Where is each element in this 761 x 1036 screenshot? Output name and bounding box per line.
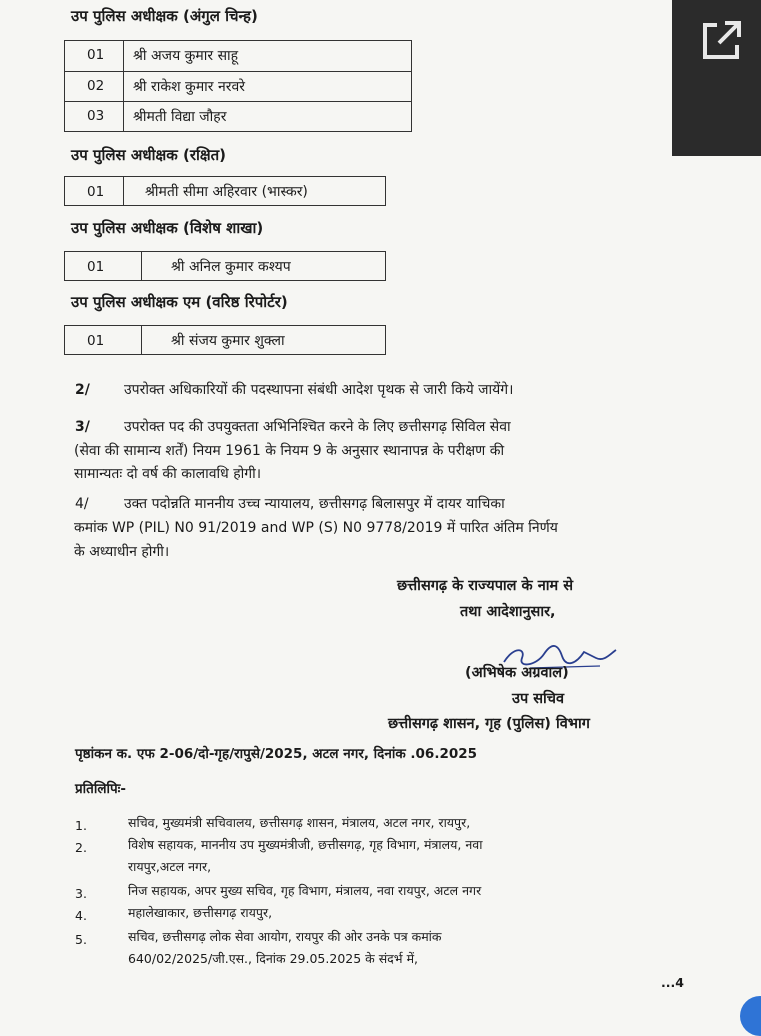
table-divider bbox=[141, 252, 142, 280]
paragraph-3-line: (सेवा की सामान्य शर्तें) नियम 1961 के नियम 9 के अनुसार स्थानापन्न के परीक्षण की bbox=[74, 443, 505, 459]
officer-name: श्री अजय कुमार साहू bbox=[133, 48, 239, 64]
external-link-icon[interactable] bbox=[697, 17, 745, 65]
authority-line: छत्तीसगढ़ के राज्यपाल के नाम से bbox=[397, 578, 574, 594]
section-heading-fingerprint: उप पुलिस अधीक्षक (अंगुल चिन्ह) bbox=[71, 7, 258, 25]
paragraph-number: 2/ bbox=[75, 382, 90, 398]
list-item: महालेखाकार, छत्तीसगढ़ रायपुर, bbox=[128, 905, 273, 920]
officer-table-special-branch bbox=[64, 251, 386, 281]
list-item-number: 3. bbox=[75, 886, 87, 901]
list-item: सचिव, छत्तीसगढ़ लोक सेवा आयोग, रायपुर की ओर उनके पत्र कमांक bbox=[128, 929, 442, 944]
officer-name: श्रीमती विद्या जौहर bbox=[133, 109, 227, 125]
endorsement-reference: पृष्ठांकन क. एफ 2-06/दो-गृह/रापुसे/2025, अटल नगर, दिनांक .06.2025 bbox=[75, 746, 478, 762]
authority-line: तथा आदेशानुसार, bbox=[460, 604, 556, 620]
list-item-number: 4. bbox=[75, 908, 87, 923]
section-heading-reserved: उप पुलिस अधीक्षक (रक्षित) bbox=[71, 146, 227, 164]
page-continuation-marker: ...4 bbox=[661, 975, 684, 990]
paragraph-2-line: उपरोक्त अधिकारियों की पदस्थापना संबंधी आदेश पृथक से जारी किये जायेंगे। bbox=[124, 382, 514, 398]
officer-name: श्री अनिल कुमार कश्यप bbox=[171, 259, 291, 275]
officer-table-fingerprint bbox=[64, 40, 412, 132]
table-divider bbox=[141, 326, 142, 354]
list-item-number: 5. bbox=[75, 932, 87, 947]
officer-name: श्रीमती सीमा अहिरवार (भास्कर) bbox=[145, 184, 308, 200]
list-item: सचिव, मुख्यमंत्री सचिवालय, छत्तीसगढ़ शासन, मंत्रालय, अटल नगर, रायपुर, bbox=[128, 815, 471, 830]
table-row bbox=[65, 101, 411, 131]
row-number: 01 bbox=[87, 333, 105, 349]
section-heading-special-branch: उप पुलिस अधीक्षक (विशेष शाखा) bbox=[71, 219, 264, 237]
signatory-name: (अभिषेक अग्रवाल) bbox=[465, 665, 569, 681]
row-number: 03 bbox=[87, 108, 105, 124]
paragraph-number: 4/ bbox=[75, 496, 89, 512]
officer-name: श्री राकेश कुमार नरवरे bbox=[133, 79, 245, 95]
list-item-continuation: रायपुर,अटल नगर, bbox=[128, 859, 212, 874]
paragraph-4-line: के अध्याधीन होगी। bbox=[74, 544, 170, 560]
table-divider bbox=[123, 177, 124, 205]
row-number: 01 bbox=[87, 47, 105, 63]
list-item-number: 2. bbox=[75, 840, 87, 855]
paragraph-3-line: उपरोक्त पद की उपयुक्तता अभिनिश्चित करने के लिए छत्तीसगढ़ सिविल सेवा bbox=[124, 419, 511, 435]
list-item-continuation: 640/02/2025/जी.एस., दिनांक 29.05.2025 के संदर्भ में, bbox=[128, 951, 419, 966]
officer-table-reserved bbox=[64, 176, 386, 206]
row-number: 02 bbox=[87, 78, 105, 94]
list-item: विशेष सहायक, माननीय उप मुख्यमंत्रीजी, छत्तीसगढ़, गृह विभाग, मंत्रालय, नवा bbox=[128, 837, 483, 852]
officer-table-senior-reporter bbox=[64, 325, 386, 355]
list-item: निज सहायक, अपर मुख्य सचिव, गृह विभाग, मंत्रालय, नवा रायपुर, अटल नगर bbox=[128, 883, 482, 898]
signatory-designation: उप सचिव bbox=[512, 691, 565, 707]
signatory-department: छत्तीसगढ़ शासन, गृह (पुलिस) विभाग bbox=[388, 716, 590, 732]
paragraph-3-line: सामान्यतः दो वर्ष की कालावधि होगी। bbox=[74, 466, 262, 482]
officer-name: श्री संजय कुमार शुक्ला bbox=[171, 333, 285, 349]
copy-label: प्रतिलिपिः- bbox=[75, 781, 127, 797]
section-heading-senior-reporter: उप पुलिस अधीक्षक एम (वरिष्ठ रिपोर्टर) bbox=[71, 293, 288, 311]
paragraph-4-line: उक्त पदोन्नति माननीय उच्च न्यायालय, छत्तीसगढ़ बिलासपुर में दायर याचिका bbox=[124, 496, 505, 512]
paragraph-4-line: कमांक WP (PIL) N0 91/2019 and WP (S) N0 9778/2019 में पारित अंतिम निर्णय bbox=[74, 520, 558, 536]
row-number: 01 bbox=[87, 259, 105, 275]
row-number: 01 bbox=[87, 184, 105, 200]
list-item-number: 1. bbox=[75, 818, 87, 833]
table-row bbox=[65, 41, 411, 70]
table-row bbox=[65, 71, 411, 101]
paragraph-number: 3/ bbox=[75, 419, 90, 435]
